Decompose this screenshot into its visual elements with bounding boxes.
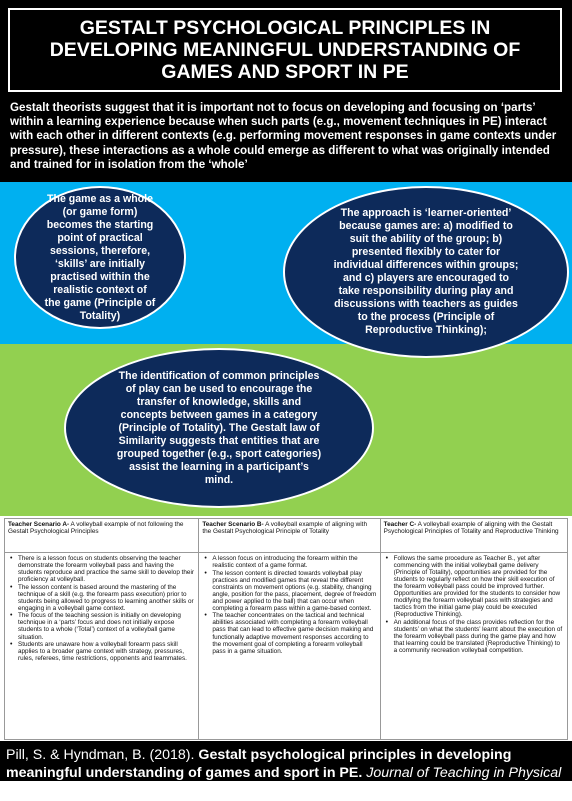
citation-band	[0, 741, 572, 800]
scenario-b-header-rest: A volleyball example of aligning with the Gestalt Psychological Principle of Totality	[202, 521, 368, 536]
scenario-b-list	[202, 555, 376, 655]
bubble-common-principles	[64, 348, 374, 508]
bubble-common-principles-text: The identification of common principles of play can be used to encourage the transfer of knowledge, skills and concepts between games in a category (Principle of Totality). The Gestalt law of Similarity suggests that entities that are grouped together (e.g., sport categories) assist the learning in a participant’s mind.	[116, 369, 322, 486]
scenario-c-header-rest: A volleyball example of aligning with the Gestalt Psychological Principles of Totality and Reproductive Thinking	[383, 521, 559, 536]
scenario-a-header-rest: A volleyball example of not following the Gestalt Psychological Principles	[8, 521, 184, 536]
scenario-a-header-bold: Teacher Scenario A-	[8, 521, 70, 528]
citation-journal: Journal of Teaching in Physical Education, 37(4), 322-329.	[6, 765, 562, 800]
scenario-c-header	[381, 521, 567, 553]
list-item: • Students are unaware how a volleyball forearm pass skill applies to a broader game context with strategy, pressures, rules, referees, time restrictions, opponents and teammates.	[18, 641, 195, 662]
scenario-b-header-bold: Teacher Scenario B-	[202, 521, 264, 528]
list-item: • An additional focus of the class provides reflection for the students’ on what the students’ learnt about the execution of the forearm volleyball pass during the game play and how that learning could be translated (Reproductive Thinking) to a community recreation volleyball competition.	[394, 619, 564, 654]
list-item: • The teacher concentrates on the tactical and technical abilities associated with completing a forearm volleyball pass that can lead to effective game decision making and functionally adaptive movement responses according to the movement goal of completing a forearm volleyball pass in a game situation.	[212, 612, 376, 654]
scenario-a-column	[5, 519, 199, 739]
citation	[0, 741, 572, 801]
scenario-c-list	[384, 555, 564, 654]
scenario-c-column	[381, 519, 567, 739]
title-band	[0, 0, 572, 98]
list-item: • A lesson focus on introducing the forearm within the realistic context of a game format.	[212, 555, 376, 569]
intro-panel	[0, 98, 572, 182]
scenario-b-column	[199, 519, 380, 739]
bubble-game-form	[14, 186, 186, 329]
list-item: • The lesson content is directed towards volleyball play practices and modified games that reveal the different constraints on movement options (e.g. stability, changing angle, position for the pass, placement, degree of freedom and power applied to the ball) that can occur when completing a forearm pass within a game-based context.	[212, 570, 376, 612]
scenario-a-header	[5, 521, 198, 553]
list-item: • There is a lesson focus on students observing the teacher demonstrate the forearm volleyball pass and having the students reproduce and practice the same skill to develop their proficiency at volleyball.	[18, 555, 195, 583]
bubble-game-form-text: The game as a whole (or game form) becomes the starting point of practical sessions, therefore, ‘skills’ are initially practised within the realistic context of the game (Principle of Totality)	[44, 192, 156, 322]
list-item: • Follows the same procedure as Teacher B., yet after commencing with the initial volleyball game delivery (Principle of Totality), opportunities are provided for the students to regularly reflect on how their skill execution of the forearm volleyball pass could be improved further. Opportunities are provided for the students to consider how modifying the forearm volleyball pass with strategies and tactics from the initial game play could be executed (Reproductive Thinking).	[394, 555, 564, 618]
list-item: • The focus of the teaching session is initially on developing technique in a ‘parts’ focus and does not initially expose students to a whole (‘Total’) context of a volleyball game situation.	[18, 612, 195, 640]
scenario-a-list	[8, 555, 195, 662]
intro-text: Gestalt theorists suggest that it is important not to focus on developing and focusing on ‘parts’ within a learning experience because when such parts (e.g., movement techniques in PE) interact with each other in different contexts (e.g. performing movement responses in game contexts under pressure), these interactions as a whole could emerge as different to what was originally intended and trained for in isolation from the ‘whole’	[10, 101, 557, 171]
scenario-table	[4, 518, 568, 740]
list-item: • The lesson content is based around the mastering of the technique of a skill (e.g. the forearm pass execution) prior to students being allowed to progress to learning another skills or engaging in a volleyball game context.	[18, 584, 195, 612]
bubble-learner-oriented-text: The approach is ‘learner-oriented’ because games are: a) modified to suit the ability of the group; b) presented flexibly to cater for individual differences within groups; and c) players are encouraged to take responsibility during play and discussions with teachers as guides to the process (Principle of Reproductive Thinking);	[333, 207, 519, 336]
citation-authors: Pill, S. & Hyndman, B. (2018).	[6, 747, 199, 763]
scenario-b-header	[199, 521, 379, 553]
bubble-learner-oriented	[283, 186, 569, 358]
poster-title: GESTALT PSYCHOLOGICAL PRINCIPLES IN DEVELOPING MEANINGFUL UNDERSTANDING OF GAMES AND SPORT IN PE	[49, 17, 521, 83]
scenario-c-header-bold: Teacher C-	[383, 521, 417, 528]
scenario-table-grid	[4, 518, 568, 740]
title-frame	[8, 8, 562, 92]
citation-title: Gestalt psychological principles in developing meaningful understanding of games and sport in PE.	[6, 747, 512, 782]
